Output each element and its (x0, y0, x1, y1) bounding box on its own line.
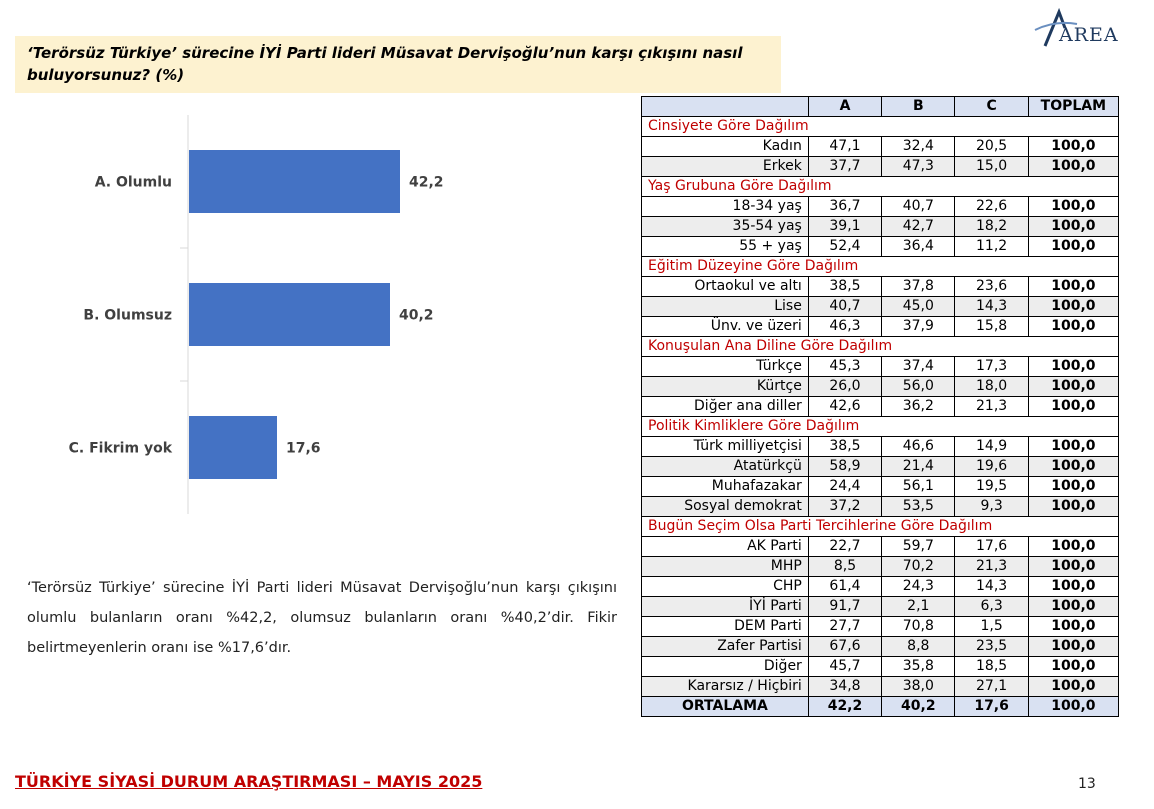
row-label: MHP (642, 557, 809, 577)
total-cell: 100,0 (1028, 397, 1118, 417)
table-row (642, 497, 1119, 517)
table-row (642, 317, 1119, 337)
value-cell: 91,7 (808, 597, 881, 617)
table-row (642, 357, 1119, 377)
total-cell: 100,0 (1028, 677, 1118, 697)
value-cell: 40,7 (808, 297, 881, 317)
value-cell: 36,4 (882, 237, 955, 257)
value-cell: 37,9 (882, 317, 955, 337)
total-cell: 100,0 (1028, 377, 1118, 397)
row-label: Sosyal demokrat (642, 497, 809, 517)
total-cell: 100,0 (1028, 577, 1118, 597)
value-cell: 70,2 (882, 557, 955, 577)
value-cell: 42,7 (882, 217, 955, 237)
value-cell: 34,8 (808, 677, 881, 697)
value-cell: 47,3 (882, 157, 955, 177)
table-row (642, 637, 1119, 657)
group-title: Yaş Grubuna Göre Dağılım (642, 177, 1119, 197)
value-cell: 53,5 (882, 497, 955, 517)
value-cell: 37,2 (808, 497, 881, 517)
bar-1 (189, 150, 400, 213)
value-cell: 56,1 (882, 477, 955, 497)
row-label: Diğer ana diller (642, 397, 809, 417)
value-cell: 37,8 (882, 277, 955, 297)
value-cell: 21,3 (955, 557, 1028, 577)
total-cell: 100,0 (1028, 497, 1118, 517)
value-cell: 17,6 (955, 537, 1028, 557)
group-title: Konuşulan Ana Diline Göre Dağılım (642, 337, 1119, 357)
table-row (642, 277, 1119, 297)
group-row (642, 337, 1119, 357)
value-cell: 22,7 (808, 537, 881, 557)
table-row (642, 297, 1119, 317)
value-cell: 14,3 (955, 297, 1028, 317)
value-cell: 45,0 (882, 297, 955, 317)
total-cell: 100,0 (1028, 637, 1118, 657)
value-cell: 19,5 (955, 477, 1028, 497)
category-label: C. Fikrim yok (68, 440, 172, 457)
table-row (642, 157, 1119, 177)
table-row (642, 217, 1119, 237)
category-label: A. Olumlu (94, 174, 172, 191)
value-cell: 11,2 (955, 237, 1028, 257)
row-label: Türk milliyetçisi (642, 437, 809, 457)
value-cell: 6,3 (955, 597, 1028, 617)
value-cell: 61,4 (808, 577, 881, 597)
distribution-table (641, 96, 1119, 717)
value-cell: 15,8 (955, 317, 1028, 337)
value-cell: 26,0 (808, 377, 881, 397)
value-cell: 14,3 (955, 577, 1028, 597)
total-cell: 100,0 (1028, 537, 1118, 557)
value-cell: 45,3 (808, 357, 881, 377)
group-title: Politik Kimliklere Göre Dağılım (642, 417, 1119, 437)
value-cell: 46,6 (882, 437, 955, 457)
total-cell: 100,0 (1028, 237, 1118, 257)
area-logo (1025, 6, 1119, 50)
average-cell: 40,2 (882, 697, 955, 717)
row-label: Kararsız / Hiçbiri (642, 677, 809, 697)
value-cell: 37,7 (808, 157, 881, 177)
group-row (642, 257, 1119, 277)
group-row (642, 117, 1119, 137)
value-cell: 32,4 (882, 137, 955, 157)
group-title: Cinsiyete Göre Dağılım (642, 117, 1119, 137)
table-row (642, 397, 1119, 417)
value-cell: 18,2 (955, 217, 1028, 237)
value-cell: 27,1 (955, 677, 1028, 697)
value-cell: 23,5 (955, 637, 1028, 657)
average-cell: 100,0 (1028, 697, 1118, 717)
table-row (642, 237, 1119, 257)
header-cell: B (882, 97, 955, 117)
total-cell: 100,0 (1028, 437, 1118, 457)
table-row (642, 677, 1119, 697)
value-label: 42,2 (409, 174, 444, 191)
row-label: 55 + yaş (642, 237, 809, 257)
total-cell: 100,0 (1028, 157, 1118, 177)
group-title: Bugün Seçim Olsa Parti Tercihlerine Göre Dağılım (642, 517, 1119, 537)
row-label: Ortaokul ve altı (642, 277, 809, 297)
header-cell: A (808, 97, 881, 117)
row-label: Muhafazakar (642, 477, 809, 497)
row-label: Erkek (642, 157, 809, 177)
value-cell: 22,6 (955, 197, 1028, 217)
value-cell: 8,5 (808, 557, 881, 577)
value-cell: 20,5 (955, 137, 1028, 157)
value-cell: 9,3 (955, 497, 1028, 517)
average-cell: 17,6 (955, 697, 1028, 717)
total-cell: 100,0 (1028, 477, 1118, 497)
value-cell: 2,1 (882, 597, 955, 617)
category-label: B. Olumsuz (83, 307, 172, 324)
total-cell: 100,0 (1028, 357, 1118, 377)
row-label: AK Parti (642, 537, 809, 557)
total-cell: 100,0 (1028, 217, 1118, 237)
total-cell: 100,0 (1028, 557, 1118, 577)
table-row (642, 537, 1119, 557)
value-cell: 36,7 (808, 197, 881, 217)
table-row (642, 597, 1119, 617)
value-cell: 38,5 (808, 437, 881, 457)
table-row (642, 657, 1119, 677)
row-label: 18-34 yaş (642, 197, 809, 217)
value-label: 17,6 (286, 440, 321, 457)
total-cell: 100,0 (1028, 297, 1118, 317)
value-cell: 1,5 (955, 617, 1028, 637)
value-cell: 40,7 (882, 197, 955, 217)
value-cell: 70,8 (882, 617, 955, 637)
row-label: CHP (642, 577, 809, 597)
row-label: 35-54 yaş (642, 217, 809, 237)
table-row (642, 137, 1119, 157)
total-cell: 100,0 (1028, 457, 1118, 477)
table-row (642, 557, 1119, 577)
group-row (642, 417, 1119, 437)
table-row (642, 457, 1119, 477)
value-cell: 8,8 (882, 637, 955, 657)
value-cell: 15,0 (955, 157, 1028, 177)
value-cell: 37,4 (882, 357, 955, 377)
total-cell: 100,0 (1028, 197, 1118, 217)
header-cell: C (955, 97, 1028, 117)
value-cell: 19,6 (955, 457, 1028, 477)
group-row (642, 177, 1119, 197)
row-label: Ünv. ve üzeri (642, 317, 809, 337)
value-cell: 42,6 (808, 397, 881, 417)
value-cell: 24,4 (808, 477, 881, 497)
row-label: İYİ Parti (642, 597, 809, 617)
row-label: DEM Parti (642, 617, 809, 637)
question-title: ‘Terörsüz Türkiye’ sürecine İYİ Parti lideri Müsavat Dervişoğlu’nun karşı çıkışını nasıl buluyorsunuz? (%) (15, 36, 781, 93)
value-cell: 36,2 (882, 397, 955, 417)
total-cell: 100,0 (1028, 657, 1118, 677)
value-cell: 17,3 (955, 357, 1028, 377)
value-cell: 23,6 (955, 277, 1028, 297)
value-cell: 67,6 (808, 637, 881, 657)
total-cell: 100,0 (1028, 617, 1118, 637)
value-cell: 38,0 (882, 677, 955, 697)
average-row (642, 697, 1119, 717)
total-cell: 100,0 (1028, 597, 1118, 617)
total-cell: 100,0 (1028, 317, 1118, 337)
row-label: Türkçe (642, 357, 809, 377)
bar-chart (0, 110, 620, 520)
summary-text: ‘Terörsüz Türkiye’ sürecine İYİ Parti lideri Müsavat Dervişoğlu’nun karşı çıkışını olumlu bulanların oranı %42,2, olumsuz bulanların oranı %40,2’dir. Fikir belirtmeyenlerin oranı ise %17,6’dır. (27, 580, 617, 656)
value-cell: 59,7 (882, 537, 955, 557)
table-header-row (642, 97, 1119, 117)
header-blank-cell (642, 97, 809, 117)
value-cell: 56,0 (882, 377, 955, 397)
value-label: 40,2 (399, 307, 434, 324)
value-cell: 24,3 (882, 577, 955, 597)
table-row (642, 377, 1119, 397)
value-cell: 35,8 (882, 657, 955, 677)
value-cell: 45,7 (808, 657, 881, 677)
header-cell: TOPLAM (1028, 97, 1118, 117)
row-label: Diğer (642, 657, 809, 677)
table-row (642, 197, 1119, 217)
value-cell: 18,5 (955, 657, 1028, 677)
value-cell: 52,4 (808, 237, 881, 257)
row-label: Kürtçe (642, 377, 809, 397)
row-label: Kadın (642, 137, 809, 157)
row-label: Lise (642, 297, 809, 317)
bar-2 (189, 283, 390, 346)
average-label: ORTALAMA (642, 697, 809, 717)
row-label: Atatürkçü (642, 457, 809, 477)
group-row (642, 517, 1119, 537)
value-cell: 21,3 (955, 397, 1028, 417)
value-cell: 38,5 (808, 277, 881, 297)
value-cell: 58,9 (808, 457, 881, 477)
average-cell: 42,2 (808, 697, 881, 717)
value-cell: 27,7 (808, 617, 881, 637)
value-cell: 21,4 (882, 457, 955, 477)
total-cell: 100,0 (1028, 277, 1118, 297)
page-number: 13 (1078, 776, 1096, 792)
table-row (642, 577, 1119, 597)
value-cell: 39,1 (808, 217, 881, 237)
table-row (642, 617, 1119, 637)
row-label: Zafer Partisi (642, 637, 809, 657)
group-title: Eğitim Düzeyine Göre Dağılım (642, 257, 1119, 277)
value-cell: 46,3 (808, 317, 881, 337)
footer-title: TÜRKİYE SİYASİ DURUM ARAŞTIRMASI – MAYIS 2025 (15, 772, 483, 791)
table-row (642, 477, 1119, 497)
logo-text: AREA (1059, 24, 1119, 46)
total-cell: 100,0 (1028, 137, 1118, 157)
value-cell: 18,0 (955, 377, 1028, 397)
bar-3 (189, 416, 277, 479)
value-cell: 14,9 (955, 437, 1028, 457)
table-row (642, 437, 1119, 457)
value-cell: 47,1 (808, 137, 881, 157)
